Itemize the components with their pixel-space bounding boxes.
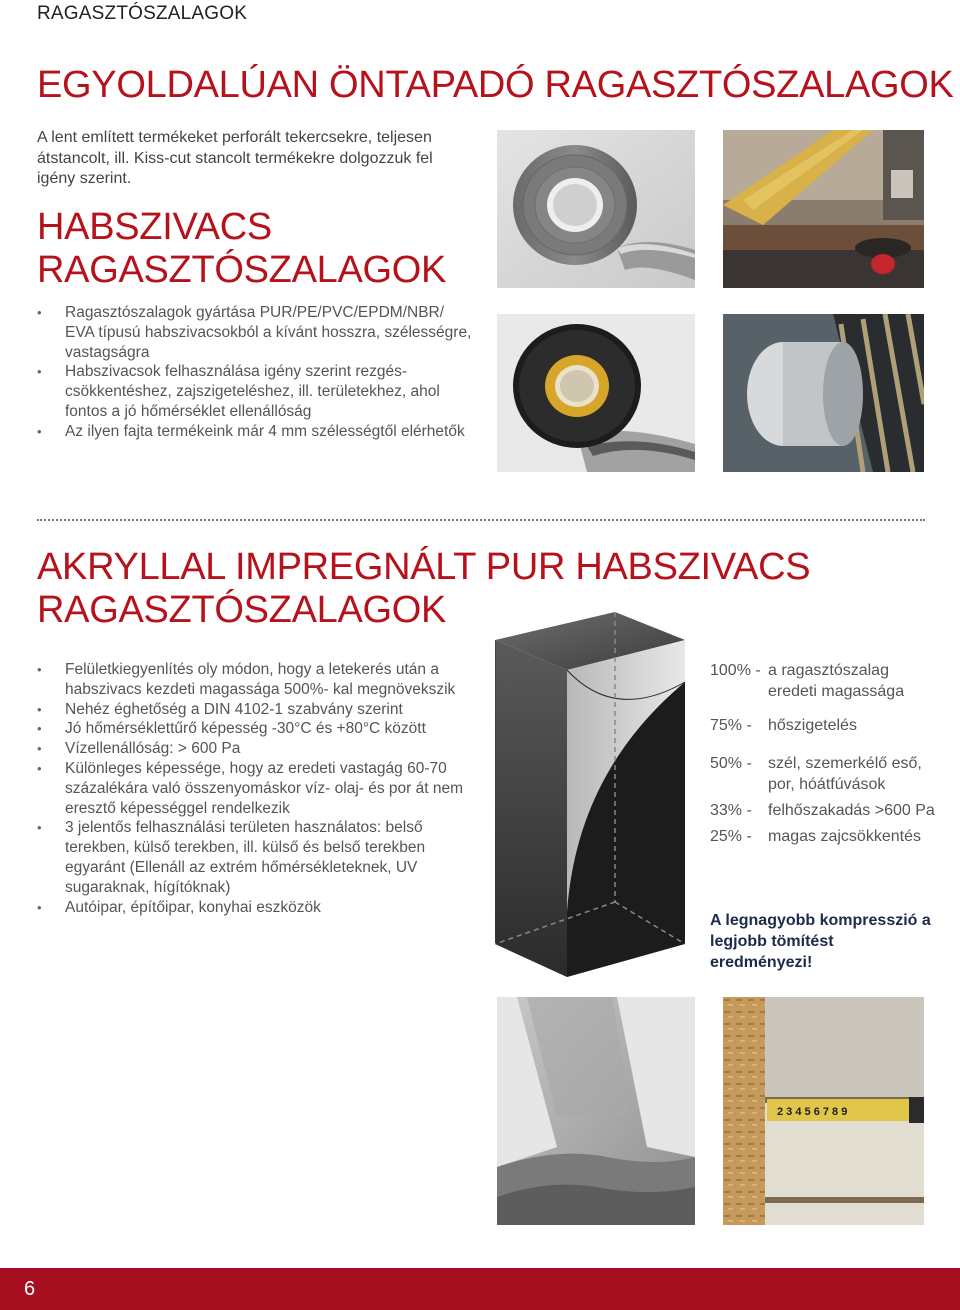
list-item: • Vízellenállóság: > 600 Pa [37, 739, 477, 759]
title-line-2: RAGASZTÓSZALAGOK [37, 249, 447, 291]
list-item: • Autóipar, építőipar, konyhai eszközök [37, 898, 477, 918]
section-title-single-sided: EGYOLDALÚAN ÖNTAPADÓ RAGASZTÓSZALAGOK [37, 64, 954, 106]
list-item: • Az ilyen fajta termékeink már 4 mm szélességtől elérhetők [37, 422, 477, 442]
list-item: • Felületkiegyenlítés oly módon, hogy a letekerés után a habszivacs kezdeti magassága 500%- kal megnövekszik [37, 660, 477, 700]
title-line-1: HABSZIVACS [37, 206, 272, 248]
percentage-description: a ragasztószalag eredeti magassága [768, 662, 905, 700]
photo-striped-rolls [723, 314, 924, 472]
percentage-description: hőszigetelés [768, 717, 857, 734]
photo-tape-machine [723, 130, 924, 288]
compression-tagline: A legnagyobb kompresszió a legjobb tömítést eredményezi! [710, 912, 931, 971]
photo-grey-foam-strip [497, 997, 695, 1225]
list-item: • Nehéz éghetőség a DIN 4102-1 szabvány szerint [37, 700, 477, 720]
percentage-description: felhőszakadás >600 Pa [768, 802, 935, 819]
impregnated-foam-bullet-list [37, 660, 477, 917]
intro-paragraph: A lent említett termékeket perforált tekercsekre, teljesen átstancolt, ill. Kiss-cut stancolt termékekre dolgozzuk fel igény szerint. [37, 129, 433, 187]
list-item: • Különleges képessége, hogy az eredeti vastagág 60-70 százalékára való összenyomáskor víz- olaj- és por át nem eresztő képességgel rendelkezik [37, 759, 477, 818]
percentage-row [710, 660, 940, 702]
list-item: • Habszivacsok felhasználása igény szerint rezgéscsökkentéshez, zajszigeteléshez, ill. területekhez, ahol fontos a jó hőmérséklet ellenállóság [37, 362, 477, 421]
compression-diagram [495, 612, 695, 977]
section-title-foam-tapes [37, 206, 446, 292]
percentage-description: magas zajcsökkentés [768, 828, 921, 845]
percentage-value: 33% - [710, 802, 752, 819]
list-item: • Jó hőmérséklettűrő képesség -30°C és +80°C között [37, 719, 477, 739]
percentage-value: 50% - [710, 755, 752, 772]
percentage-description: szél, szemerkélő eső, por, hóátfúvások [768, 755, 922, 793]
photo-black-foam-roll [497, 314, 695, 472]
section-divider [37, 519, 925, 521]
foam-tape-bullet-list [37, 303, 477, 442]
percentage-value: 75% - [710, 717, 752, 734]
ruler-digits: 2 3 4 5 6 7 8 9 [777, 1106, 848, 1118]
percentage-value: 25% - [710, 828, 752, 845]
title-line-2: RAGASZTÓSZALAGOK [37, 589, 447, 631]
list-item: • Ragasztószalagok gyártása PUR/PE/PVC/EPDM/NBR/ EVA típusú habszivacsokból a kívánt hosszra, szélességre, vastagságra [37, 303, 477, 362]
percentage-row [710, 800, 940, 821]
percentage-row [710, 715, 940, 736]
percentage-value: 100% - [710, 662, 761, 679]
percentage-row [710, 753, 940, 795]
footer-bar [0, 1268, 960, 1310]
title-line-1: AKRYLLAL IMPREGNÁLT PUR HABSZIVACS [37, 546, 811, 588]
photo-measuring-tape [723, 997, 924, 1225]
percentage-row [710, 826, 940, 847]
photo-grey-foam-roll [497, 130, 695, 288]
list-item: • 3 jelentős felhasználási területen használatos: belső terekben, külső terekben, ill. külső és belső terekben egyaránt (Ellenáll az extrém hőmérsékleteknek, UV sugaraknak, hígítóknak) [37, 818, 477, 897]
page-number: 6 [24, 1278, 36, 1300]
compression-percentage-list [710, 660, 940, 847]
running-header: RAGASZTÓSZALAGOK [37, 3, 248, 24]
